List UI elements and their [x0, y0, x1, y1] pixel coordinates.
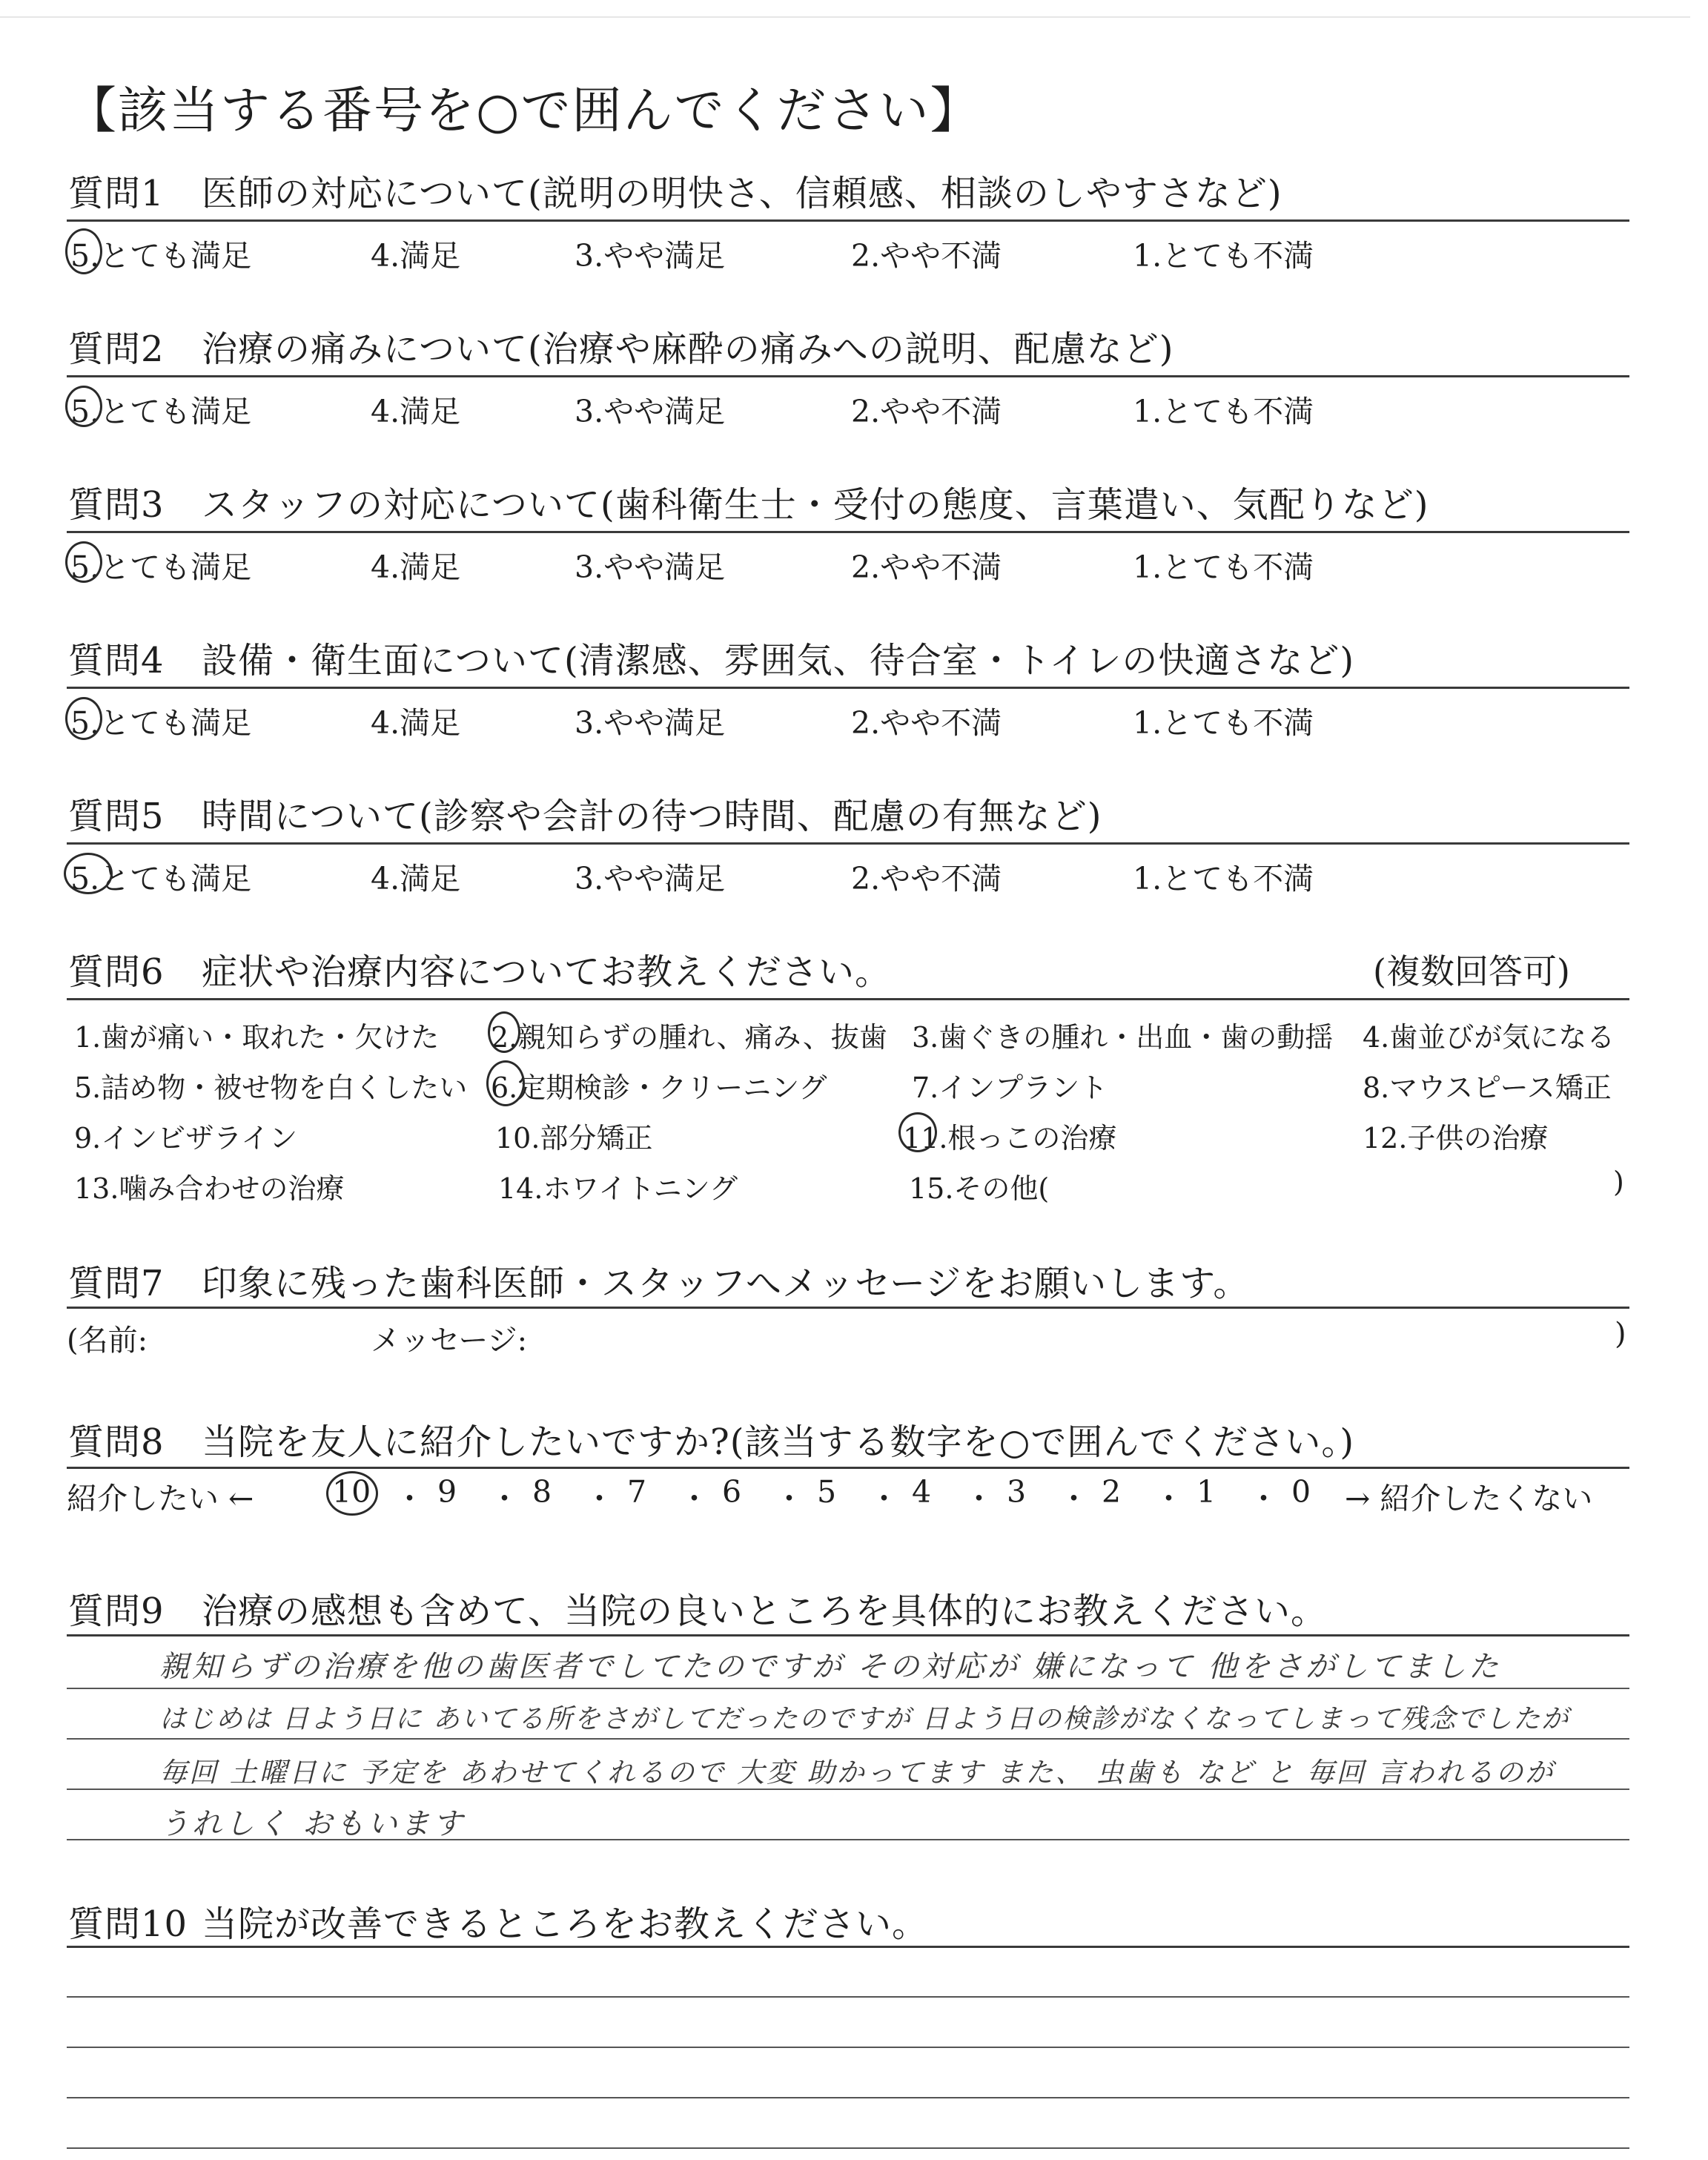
symptom-option-9[interactable]: 9.インビザライン: [74, 1122, 298, 1155]
selection-circle: [326, 1471, 378, 1516]
handwritten-line-1: 親知らずの治療を他の歯医者でしてたのですが その対応が 嫌になって 他をさがしてました: [159, 1650, 1502, 1684]
question-5: [68, 787, 1102, 839]
question-number: 質問7: [68, 1263, 165, 1304]
question-text: 印象に残った歯科医師・スタッフへメッセージをお願いします。: [202, 1263, 1250, 1304]
question-6-rule: [67, 998, 1629, 1000]
page-heading: 【該当する番号を○で囲んでください】: [67, 82, 982, 139]
question-text: 時間について(診察や会計の待つ時間、配慮の有無など): [202, 796, 1102, 837]
symptom-option-11[interactable]: 11.根っこの治療: [903, 1122, 1117, 1155]
question-text: 症状や治療内容についてお教えください。: [202, 951, 892, 993]
option-1[interactable]: 1.とても不満: [1133, 705, 1314, 741]
symptom-option-4[interactable]: 4.歯並びが気になる: [1363, 1021, 1615, 1054]
scale-right-label: → 紹介したくない: [1345, 1481, 1593, 1516]
other-close-paren: ): [1613, 1166, 1624, 1198]
selection-circle: [898, 1112, 937, 1152]
option-1[interactable]: 1.とても不満: [1133, 549, 1314, 585]
question-7: [68, 1255, 1249, 1306]
selection-circle: [488, 1011, 520, 1053]
question-9: [68, 1582, 1327, 1634]
answer-line: [67, 1688, 1629, 1689]
scale-dot: ・: [1153, 1481, 1184, 1516]
scale-0[interactable]: 0: [1291, 1474, 1311, 1510]
option-3[interactable]: 3.やや満足: [575, 238, 726, 274]
scale-dot: ・: [584, 1481, 615, 1516]
option-2[interactable]: 2.やや不満: [851, 549, 1002, 585]
scale-dot: ・: [1248, 1481, 1279, 1516]
scale-9[interactable]: 9: [437, 1474, 457, 1510]
question-text: 当院を友人に紹介したいですか?(該当する数字を○で囲んでください。): [202, 1421, 1355, 1463]
question-8-rule: [67, 1467, 1629, 1469]
scale-1[interactable]: 1: [1196, 1474, 1217, 1510]
question-8: [68, 1413, 1354, 1464]
option-1[interactable]: 1.とても不満: [1133, 394, 1314, 429]
symptom-option-15[interactable]: 15.その他(: [909, 1172, 1050, 1205]
option-5[interactable]: 5.とても満足: [70, 705, 252, 741]
option-3[interactable]: 3.やや満足: [575, 394, 726, 429]
multiple-answer-note: (複数回答可): [1373, 951, 1570, 991]
question-4-rule: [67, 687, 1629, 689]
question-number: 質問3: [68, 484, 165, 526]
symptom-option-7[interactable]: 7.インプラント: [912, 1071, 1108, 1104]
scale-3[interactable]: 3: [1007, 1474, 1027, 1510]
handwritten-line-2: はじめは 日よう日に あいてる所をさがしてだったのですが 日よう日の検診がなくなってしまって残念でしたが: [159, 1704, 1570, 1734]
option-3[interactable]: 3.やや満足: [575, 861, 726, 896]
scale-dot: ・: [679, 1481, 709, 1516]
answer-line: [67, 1738, 1629, 1740]
question-1-rule: [67, 219, 1629, 222]
option-3[interactable]: 3.やや満足: [575, 549, 726, 585]
question-number: 質問5: [68, 796, 165, 837]
question-3-rule: [67, 531, 1629, 533]
scale-dot: ・: [869, 1481, 899, 1516]
question-5-rule: [67, 842, 1629, 845]
symptom-option-3[interactable]: 3.歯ぐきの腫れ・出血・歯の動揺: [912, 1021, 1334, 1054]
symptom-option-2[interactable]: 2.親知らずの腫れ、痛み、抜歯: [491, 1021, 887, 1054]
selection-circle: [64, 853, 113, 894]
option-4[interactable]: 4.満足: [371, 549, 461, 585]
scale-dot: ・: [489, 1481, 520, 1516]
question-number: 質問2: [68, 328, 165, 370]
option-5[interactable]: 5.とても満足: [70, 549, 252, 585]
option-2[interactable]: 2.やや不満: [851, 705, 1002, 741]
question-3: [68, 476, 1429, 527]
answer-line: [67, 2097, 1629, 2098]
scale-4[interactable]: 4: [912, 1474, 932, 1510]
symptom-option-8[interactable]: 8.マウスピース矯正: [1363, 1071, 1612, 1104]
option-5[interactable]: 5.とても満足: [70, 238, 252, 274]
page-top-edge: [0, 16, 1690, 18]
option-2[interactable]: 2.やや不満: [851, 238, 1002, 274]
symptom-option-12[interactable]: 12.子供の治療: [1363, 1122, 1549, 1155]
selection-circle: [65, 697, 102, 740]
question-text: 設備・衛生面について(清潔感、雰囲気、待合室・トイレの快適さなど): [202, 640, 1355, 681]
question-text: 治療の痛みについて(治療や麻酔の痛みへの説明、配慮など): [202, 328, 1174, 370]
scale-dot: ・: [394, 1481, 425, 1516]
question-6: [68, 943, 891, 994]
question-number: 質問4: [68, 640, 165, 681]
scale-dot: ・: [964, 1481, 994, 1516]
question-9-rule: [67, 1634, 1629, 1636]
question-10: [68, 1895, 928, 1946]
question-7-rule: [67, 1307, 1629, 1309]
symptom-option-1[interactable]: 1.歯が痛い・取れた・欠けた: [74, 1021, 440, 1054]
question-text: 当院が改善できるところをお教えください。: [202, 1903, 929, 1945]
option-4[interactable]: 4.満足: [371, 861, 461, 896]
symptom-option-14[interactable]: 14.ホワイトニング: [498, 1172, 738, 1205]
question-4: [68, 632, 1354, 683]
scale-8[interactable]: 8: [532, 1474, 552, 1510]
option-2[interactable]: 2.やや不満: [851, 394, 1002, 429]
option-2[interactable]: 2.やや不満: [851, 861, 1002, 896]
question-text: 治療の感想も含めて、当院の良いところを具体的にお教えください。: [202, 1591, 1328, 1632]
handwritten-line-3: 毎回 土曜日に 予定を あわせてくれるので 大変 助かってます また、 虫歯も など と 毎回 言われるのが: [159, 1757, 1555, 1789]
option-4[interactable]: 4.満足: [371, 394, 461, 429]
question-number: 質問6: [68, 951, 165, 993]
question-number: 質問9: [68, 1591, 165, 1632]
option-5[interactable]: 5.とても満足: [70, 394, 252, 429]
scale-dot: ・: [774, 1481, 804, 1516]
scale-2[interactable]: 2: [1102, 1474, 1122, 1510]
answer-line: [67, 1996, 1629, 1998]
selection-circle: [65, 386, 102, 427]
message-label: メッセージ:: [371, 1324, 528, 1358]
question-number: 質問8: [68, 1421, 165, 1463]
option-1[interactable]: 1.とても不満: [1133, 238, 1314, 274]
scale-left-label: 紹介したい ←: [67, 1481, 254, 1516]
question-text: 医師の対応について(説明の明快さ、信頼感、相談のしやすさなど): [202, 173, 1282, 214]
scale-dot: ・: [1059, 1481, 1089, 1516]
name-label: (名前:: [67, 1324, 148, 1358]
question-text: スタッフの対応について(歯科衛生士・受付の態度、言葉遣い、気配りなど): [202, 484, 1429, 526]
answer-line: [67, 2047, 1629, 2048]
option-1[interactable]: 1.とても不満: [1133, 861, 1314, 896]
selection-circle: [486, 1060, 525, 1106]
option-4[interactable]: 4.満足: [371, 705, 461, 741]
message-close-paren: ): [1615, 1317, 1626, 1351]
scale-10[interactable]: 10: [332, 1474, 371, 1510]
scale-6[interactable]: 6: [722, 1474, 742, 1510]
scale-7[interactable]: 7: [627, 1474, 647, 1510]
symptom-option-6[interactable]: 6.定期検診・クリーニング: [491, 1071, 827, 1104]
question-10-rule: [67, 1946, 1629, 1948]
option-3[interactable]: 3.やや満足: [575, 705, 726, 741]
symptom-option-5[interactable]: 5.詰め物・被せ物を白くしたい: [74, 1071, 468, 1104]
question-1: [68, 165, 1282, 216]
scale-5[interactable]: 5: [817, 1474, 837, 1510]
question-2: [68, 320, 1174, 371]
handwritten-line-4: うれしく おもいます: [159, 1807, 466, 1841]
symptom-option-10[interactable]: 10.部分矯正: [495, 1122, 653, 1155]
selection-circle: [65, 228, 102, 274]
answer-line: [67, 2147, 1629, 2149]
question-number: 質問1: [68, 173, 165, 214]
selection-circle: [65, 541, 102, 583]
symptom-option-13[interactable]: 13.噛み合わせの治療: [74, 1172, 345, 1205]
question-number: 質問10: [68, 1903, 188, 1945]
question-2-rule: [67, 375, 1629, 377]
option-4[interactable]: 4.満足: [371, 238, 461, 274]
option-5[interactable]: 5.とても満足: [70, 861, 252, 896]
